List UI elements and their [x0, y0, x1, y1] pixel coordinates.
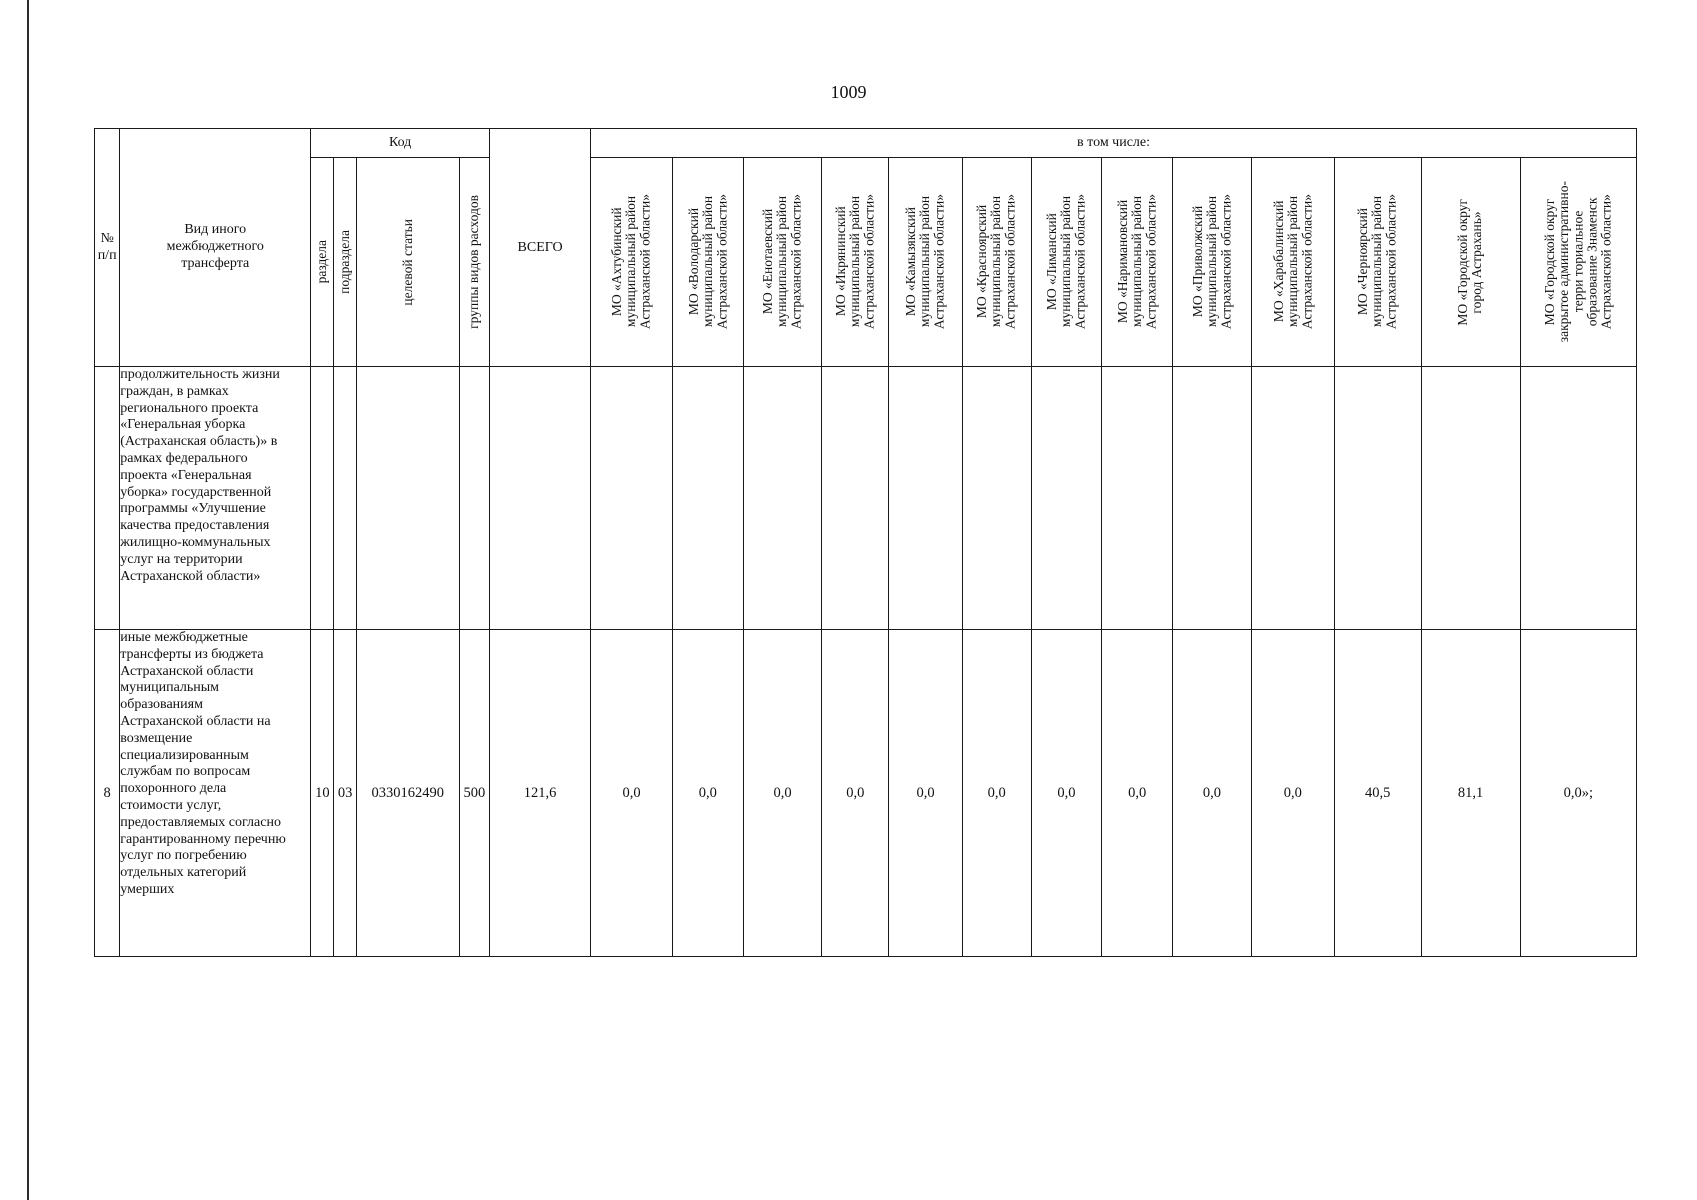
- row-section: [311, 367, 334, 630]
- row-value: [743, 367, 822, 630]
- row-value: 0,0: [1173, 630, 1252, 957]
- row-value: [1251, 367, 1334, 630]
- row-description: иные межбюджетные трансферты из бюджета Астраханской области муниципальным образованиям Астраханской области на возмещение специализированным службам по вопросам похоронного дела стоимости услуг, предоставляемых согласно гарантированному перечню услуг по погребению отдельных категорий умерших: [120, 630, 311, 957]
- header-mo-enotaevsky: МО «Енотаевский муниципальный район Астраханской области»: [743, 158, 822, 367]
- header-mo-astrakhan-city: МО «Городской округ город Астрахань»: [1421, 158, 1520, 367]
- header-mo-ikryaninsky: МО «Икрянинский муниципальный район Астраханской области»: [822, 158, 889, 367]
- row-value: [1102, 367, 1173, 630]
- scan-edge-line: [27, 0, 29, 1200]
- row-subsection: [334, 367, 356, 630]
- header-code-section: раздела: [311, 158, 334, 367]
- header-mo-akhtubinsky: МО «Ахтубинский муниципальный район Астраханской области»: [591, 158, 673, 367]
- header-code: Код: [311, 129, 490, 158]
- row-value: [1421, 367, 1520, 630]
- header-mo-chernoyarsky: МО «Черноярский муниципальный район Астраханской области»: [1334, 158, 1421, 367]
- header-mo-kharabalinsky: МО «Харабалинский муниципальный район Астраханской области»: [1251, 158, 1334, 367]
- row-value: [822, 367, 889, 630]
- row-value: 0,0: [962, 630, 1031, 957]
- row-value: [591, 367, 673, 630]
- row-target: [356, 367, 459, 630]
- header-code-group: группы видов расходов: [459, 158, 489, 367]
- header-including: в том числе:: [591, 129, 1637, 158]
- header-num: № п/п: [95, 129, 120, 367]
- row-value: 0,0: [1031, 630, 1102, 957]
- row-total: 121,6: [490, 630, 591, 957]
- header-mo-znamensk: МО «Городской округ закрытое административно- терри ториальное образование Знаменск Астраханской области»: [1520, 158, 1636, 367]
- header-mo-narimanovsky: МО «Наримановский муниципальный район Астраханской области»: [1102, 158, 1173, 367]
- header-mo-kamyzyaksky: МО «Камызякский муниципальный район Астраханской области»: [889, 158, 963, 367]
- row-group: [459, 367, 489, 630]
- row-value: [1173, 367, 1252, 630]
- row-value: 40,5: [1334, 630, 1421, 957]
- row-section: 10: [311, 630, 334, 957]
- header-transfer-type: Вид иного межбюджетного трансферта: [120, 129, 311, 367]
- header-mo-krasnoyarsky: МО «Красноярский муниципальный район Астраханской области»: [962, 158, 1031, 367]
- row-value: 0,0: [591, 630, 673, 957]
- row-value: [1520, 367, 1636, 630]
- row-value: 0,0: [822, 630, 889, 957]
- row-group: 500: [459, 630, 489, 957]
- row-value: 0,0: [743, 630, 822, 957]
- transfers-table: [94, 128, 1637, 957]
- row-value: 81,1: [1421, 630, 1520, 957]
- header-code-subsection: подраздела: [334, 158, 356, 367]
- row-value: [672, 367, 743, 630]
- row-num: [95, 367, 120, 630]
- table-row: [95, 630, 1637, 957]
- row-value: 0,0: [889, 630, 963, 957]
- page-number: 1009: [830, 82, 867, 102]
- header-code-target: целевой статьи: [356, 158, 459, 367]
- row-value: [962, 367, 1031, 630]
- row-description: продолжительность жизни граждан, в рамках регионального проекта «Генеральная уборка (Астраханская область)» в рамках федерального проекта «Генеральная уборка» государственной программы «Улучшение качества предоставления жилищно-коммунальных услуг на территории Астраханской области»: [120, 367, 311, 630]
- row-value: [889, 367, 963, 630]
- row-value: 0,0: [1251, 630, 1334, 957]
- row-total: [490, 367, 591, 630]
- header-mo-privolzhsky: МО «Приволжский муниципальный район Астраханской области»: [1173, 158, 1252, 367]
- header-total: ВСЕГО: [490, 129, 591, 367]
- header-mo-limansky: МО «Лиманский муниципальный район Астраханской области»: [1031, 158, 1102, 367]
- row-value: 0,0»;: [1520, 630, 1636, 957]
- header-mo-volodarsky: МО «Володарский муниципальный район Астраханской области»: [672, 158, 743, 367]
- row-value: [1334, 367, 1421, 630]
- row-value: 0,0: [1102, 630, 1173, 957]
- row-num: 8: [95, 630, 120, 957]
- row-subsection: 03: [334, 630, 356, 957]
- row-value: [1031, 367, 1102, 630]
- row-value: 0,0: [672, 630, 743, 957]
- row-target: 0330162490: [356, 630, 459, 957]
- table-row: [95, 367, 1637, 630]
